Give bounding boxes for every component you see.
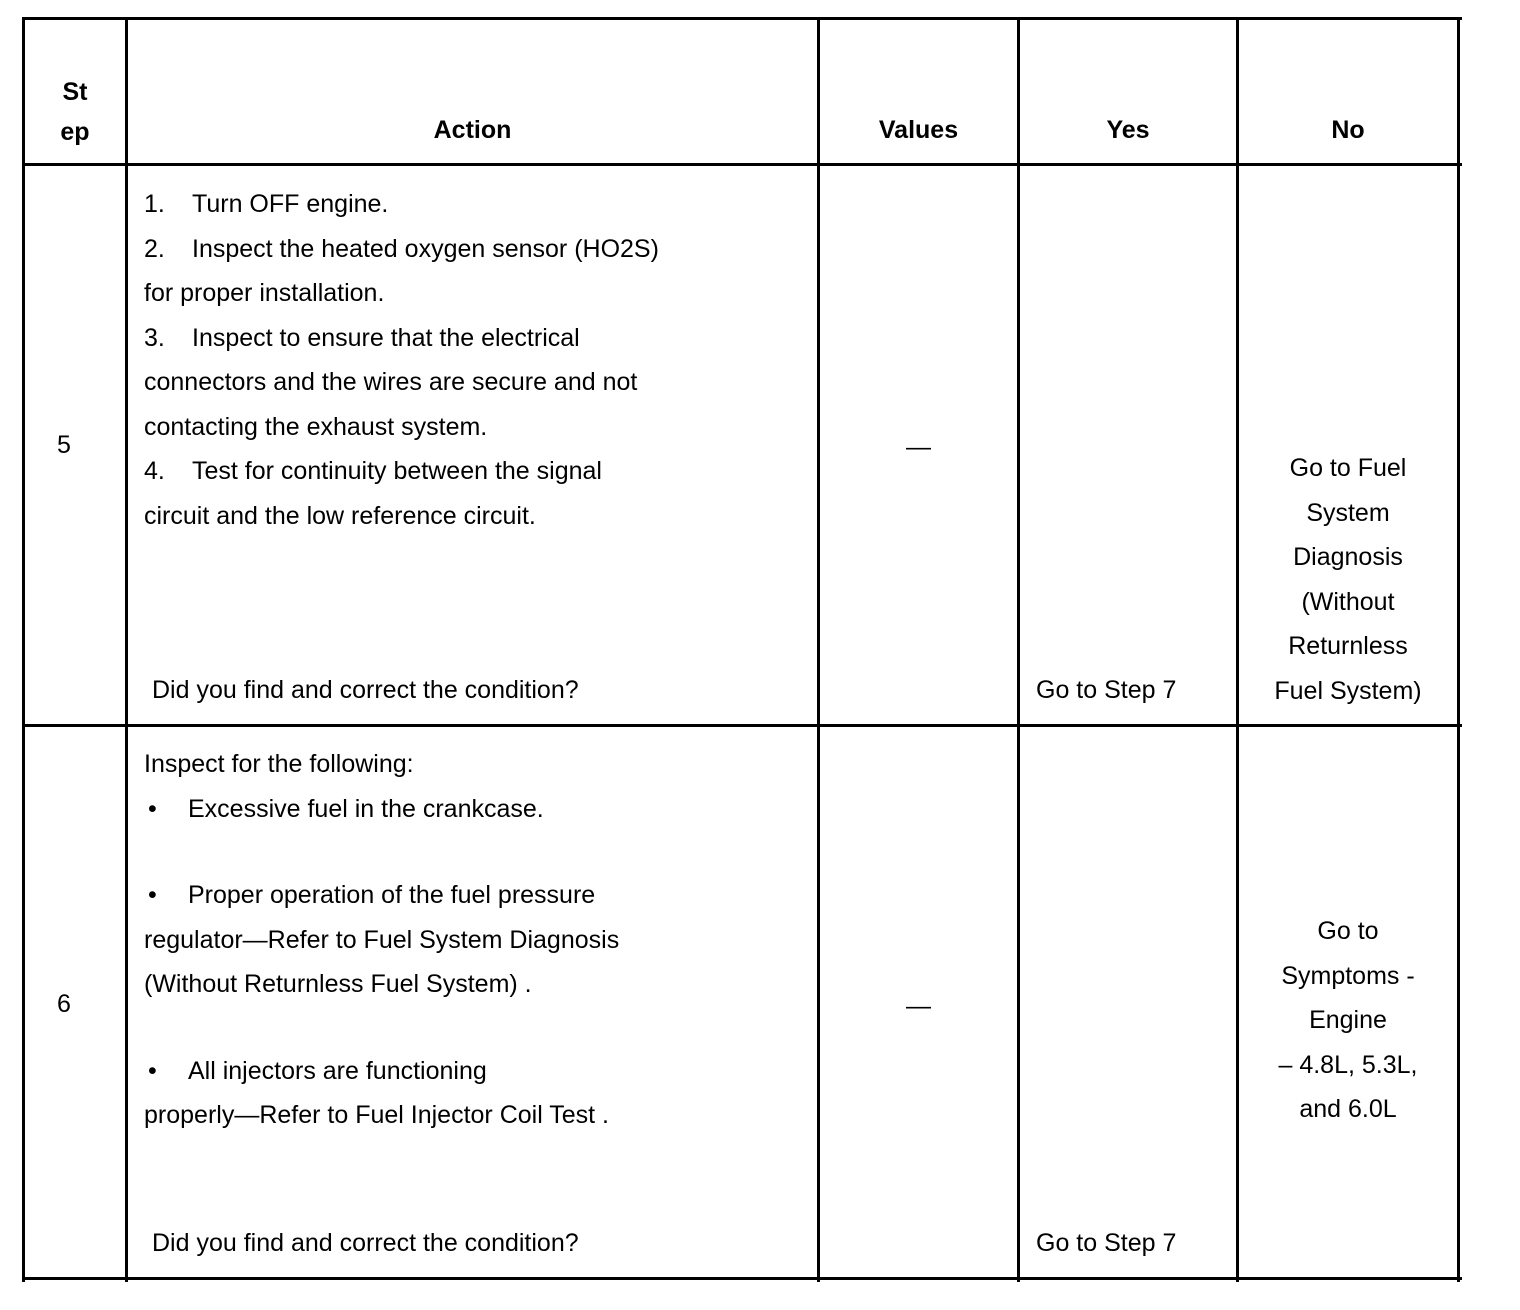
action-intro: Inspect for the following: <box>144 750 414 778</box>
no-result <box>1239 909 1457 1132</box>
no-result-line: Go to <box>1317 917 1379 945</box>
header-step-line2: ep <box>60 118 90 146</box>
action-line-text: connectors and the wires are secure and not <box>144 368 638 396</box>
action-line <box>144 316 804 361</box>
no-result-line: Symptoms - <box>1281 961 1415 990</box>
action-line-text: contacting the exhaust system. <box>144 412 488 441</box>
action-question: Did you find and correct the condition? <box>152 1229 579 1257</box>
action-steps <box>144 742 804 1138</box>
no-result-line: System <box>1306 498 1390 527</box>
action-line <box>144 405 804 450</box>
header-values: Values <box>878 116 959 144</box>
action-line-text: circuit and the low reference circuit. <box>144 501 536 530</box>
action-line-text: Proper operation of the fuel pressure <box>188 881 596 909</box>
header-step-line1: St <box>62 78 88 106</box>
header-no: No <box>1331 116 1365 144</box>
action-line-text: Turn OFF engine. <box>192 190 389 218</box>
action-line <box>144 1093 804 1138</box>
action-question: Did you find and correct the condition? <box>152 676 579 704</box>
action-line-text: Test for continuity between the signal <box>192 457 602 485</box>
step-number: 6 <box>57 990 71 1018</box>
action-line-text: Inspect the heated oxygen sensor (HO2S) <box>192 234 659 263</box>
action-line-text: Inspect to ensure that the electrical <box>192 323 580 352</box>
action-line <box>144 227 804 272</box>
action-line <box>144 494 804 539</box>
row-divider <box>22 724 1462 727</box>
action-line <box>144 360 804 405</box>
action-line <box>144 962 804 1007</box>
header-divider <box>22 163 1462 166</box>
column-divider <box>1017 17 1020 1282</box>
action-line-number: 4. <box>144 457 165 485</box>
action-line-number: 2. <box>144 234 165 263</box>
action-line-number: 1. <box>144 190 165 218</box>
table-border-left <box>22 17 25 1282</box>
action-line <box>144 182 804 227</box>
column-divider <box>125 17 128 1282</box>
action-line-text: properly—Refer to Fuel Injector Coil Test . <box>144 1101 610 1129</box>
bullet: • <box>148 794 157 823</box>
bullet: • <box>148 1056 157 1085</box>
header-action: Action <box>433 116 512 144</box>
no-result-line: Diagnosis <box>1293 543 1403 571</box>
bullet: • <box>148 881 157 909</box>
no-result <box>1239 446 1457 713</box>
no-result-line: Returnless <box>1288 632 1408 660</box>
values-dash: — <box>906 992 931 1020</box>
action-steps <box>144 182 804 538</box>
action-line-text: for proper installation. <box>144 279 385 307</box>
yes-result: Go to Step 7 <box>1036 676 1177 704</box>
action-line-text: Excessive fuel in the crankcase. <box>188 794 544 823</box>
action-line <box>144 271 804 316</box>
action-line <box>144 873 804 918</box>
action-line-number: 3. <box>144 323 165 352</box>
yes-result: Go to Step 7 <box>1036 1229 1177 1257</box>
no-result-line: Fuel System) <box>1274 676 1422 705</box>
action-line <box>144 1049 804 1094</box>
table-border-right <box>1457 17 1460 1282</box>
table-border-top <box>22 17 1462 20</box>
header-yes: Yes <box>1106 116 1150 144</box>
no-result-line: Engine <box>1309 1006 1387 1034</box>
no-result-line: Go to Fuel <box>1289 454 1407 482</box>
action-line <box>144 918 804 963</box>
action-line-text: (Without Returnless Fuel System) . <box>144 970 532 998</box>
no-result-line: and 6.0L <box>1299 1095 1397 1123</box>
action-line-text: regulator—Refer to Fuel System Diagnosis <box>144 925 620 954</box>
values-dash: — <box>906 433 931 461</box>
column-divider <box>817 17 820 1282</box>
diagnostic-table <box>22 17 1462 1282</box>
table-border-bottom <box>22 1277 1462 1280</box>
action-line <box>144 449 804 494</box>
header-step <box>25 72 125 152</box>
action-line <box>144 787 804 832</box>
action-line-text: All injectors are functioning <box>188 1056 487 1085</box>
no-result-line: – 4.8L, 5.3L, <box>1278 1050 1418 1079</box>
step-number: 5 <box>57 431 71 459</box>
no-result-line: (Without <box>1301 587 1395 616</box>
